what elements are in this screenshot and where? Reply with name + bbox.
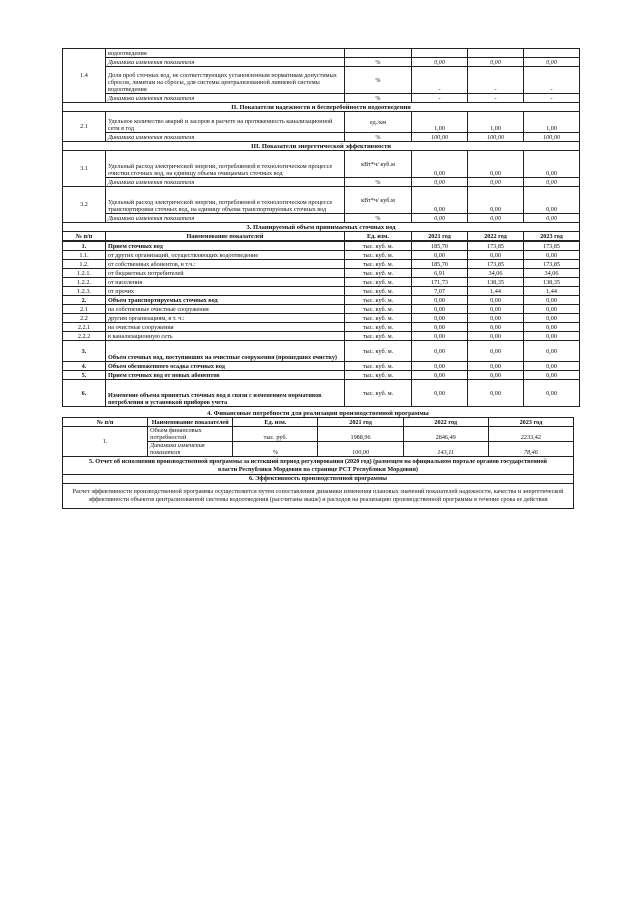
unit-cell: % [345,214,412,223]
indicator-name: на очистные сооружения [106,323,345,332]
value-cell: - [524,94,580,103]
unit-cell: % [345,94,412,103]
unit-cell: % [345,133,412,142]
value-cell: 1,00 [524,112,580,133]
indicator-name: Прием сточных вод [106,242,345,251]
indicator-name: Доля проб сточных вод, не соответствующих установленным нормативам допустимых сбросов, лимитам на сбросы, для системы централизованной ливневой системы водоотведения [106,67,345,94]
row-number: 3.1 [63,151,106,187]
value-cell: 0,00 [524,296,580,305]
value-cell: 0,00 [412,341,468,362]
value-cell: 0,00 [524,380,580,407]
unit-cell: тыс. куб. м. [345,332,412,341]
unit-cell: тыс. куб. м. [345,314,412,323]
value-cell: 0,00 [468,371,524,380]
unit-cell: тыс. куб. м. [345,371,412,380]
value-cell: 185,70 [412,260,468,269]
indicator-dynamics: Динамика изменения показателя [106,214,345,223]
indicator-name: другим организациям, в т. ч.: [106,314,345,323]
unit-cell: тыс. куб. м. [345,251,412,260]
row-number: 6. [63,380,106,407]
value-cell: 34,06 [468,269,524,278]
header-year: 2023 год [488,418,573,427]
table-row [63,269,580,278]
table-row [63,296,580,305]
value-cell: 173,85 [468,242,524,251]
value-cell: 78,46 [488,442,573,457]
value-cell: 0,00 [412,187,468,214]
value-cell: 0,00 [524,371,580,380]
unit-cell: тыс. куб. м. [345,287,412,296]
value-cell: 0,00 [468,380,524,407]
header-year: 2022 год [403,418,488,427]
value-cell: 0,00 [524,332,580,341]
table-row [63,380,580,407]
header-name: Наименование показателей [106,232,345,241]
indicator-dynamics: Динамика изменения показателя [148,442,233,457]
table-header [63,232,580,241]
unit-cell: тыс. куб. м. [345,305,412,314]
unit-cell: % [345,58,412,67]
unit-cell: ед./км [345,112,412,133]
value-cell: - [524,67,580,94]
table-row [63,341,580,362]
value-cell: 143,11 [403,442,488,457]
table-row [63,323,580,332]
indicator-name: от других организаций, осуществляющих водоотведение [106,251,345,260]
header-unit: Ед. изм. [233,418,318,427]
row-number: 2.2.1 [63,323,106,332]
header-num: № п/п [63,418,148,427]
unit-cell: тыс. куб. м. [345,380,412,407]
value-cell: 0,00 [524,214,580,223]
value-cell: 0,00 [412,151,468,178]
header-year: 2023 год [524,232,580,241]
value-cell: 1,44 [468,287,524,296]
indicator-name: от населения [106,278,345,287]
indicator-name: Прием сточных вод от новых абонентов [106,371,345,380]
table-row [63,278,580,287]
row-number: 2.2.2 [63,332,106,341]
indicator-name: в канализационную сеть [106,332,345,341]
value-cell: 7,07 [412,287,468,296]
efficiency-text: Расчет эффективности производственной программы осуществляется путем сопоставления динамики изменения плановых значений показателей надежности, качества и энергетической эффективности объектов централизованной системы водоотведения (рассчитаны выше) и расходов на реализацию производственной программы в течение срока ее действия [63,484,574,509]
value-cell: 171,73 [412,278,468,287]
unit-cell: тыс. куб. м. [345,260,412,269]
indicators-table [62,48,580,241]
value-cell: 0,00 [412,178,468,187]
value-cell: 0,00 [468,251,524,260]
row-number: 5. [63,371,106,380]
value-cell: 1,00 [412,112,468,133]
indicator-name: водоотведения [106,49,345,58]
value-cell: 1,00 [468,112,524,133]
value-cell: 0,00 [468,178,524,187]
indicator-dynamics: Динамика изменения показателя [106,133,345,142]
indicator-name: на собственные очистные сооружения [106,305,345,314]
value-cell: 0,00 [468,332,524,341]
header-year: 2021 год [318,418,403,427]
indicator-dynamics: Динамика изменения показателя [106,178,345,187]
table-row [63,305,580,314]
row-number: 1. [63,242,106,251]
indicator-dynamics: Динамика изменения показателя [106,58,345,67]
row-number: 1.4 [63,49,106,103]
value-cell: 0,00 [412,296,468,305]
value-cell: 1988,96 [318,427,403,442]
report-section-title: 5. Отчет об исполнении производственной программы за истекший период регулирования (2020 год) (размещен на официальном портале органов государственной власти Республики Мордовия на странице РСТ Республики Мордовия) [63,457,574,475]
unit-cell: тыс. куб. м. [345,323,412,332]
value-cell: - [412,67,468,94]
value-cell: - [412,94,468,103]
table-row [63,332,580,341]
unit-cell: тыс. куб. м. [345,296,412,305]
efficiency-section-title: 6. Эффективность производственной программы [63,475,574,484]
unit-cell: тыс. куб. м. [345,341,412,362]
unit-cell: % [345,178,412,187]
value-cell: 100,00 [468,133,524,142]
value-cell: 0,00 [412,323,468,332]
indicator-name: Удельный расход электрической энергии, потребляемой в технологическом процессе транспортировки сточных вод, на единицу объема транспортируемых сточных вод [106,187,345,214]
row-number: 2.1 [63,112,106,142]
value-cell: 0,00 [524,151,580,178]
indicator-name: Изменение объема принятых сточных вод в связи с изменением нормативов потребления и установкой приборов учета [106,380,345,407]
row-number: 3.2 [63,187,106,223]
row-number: 2.2 [63,314,106,323]
volume-table [62,241,580,407]
table-row [63,362,580,371]
unit-cell: тыс. руб. [233,427,318,442]
value-cell: 0,00 [412,305,468,314]
value-cell: 0,00 [468,305,524,314]
value-cell: 100,00 [412,133,468,142]
header-year: 2021 год [412,232,468,241]
unit-cell: % [345,67,412,94]
header-year: 2022 год [468,232,524,241]
row-number: 1.2.2. [63,278,106,287]
unit-cell: тыс. куб. м. [345,362,412,371]
row-number: 2. [63,296,106,305]
value-cell: 2846,49 [403,427,488,442]
indicator-name: Объем транспортируемых сточных вод [106,296,345,305]
row-number: 1.1. [63,251,106,260]
value-cell: 0,00 [524,178,580,187]
section-title: II. Показатели надежности и бесперебойности водоотведения [63,103,580,112]
indicator-name: Объем обезвоженного осадка сточных вод [106,362,345,371]
value-cell: 0,00 [468,362,524,371]
value-cell: 0,00 [412,314,468,323]
value-cell: 6,91 [412,269,468,278]
value-cell: 185,70 [412,242,468,251]
value-cell: 0,00 [524,323,580,332]
section-title: 3. Планируемый объем принимаемых сточных вод [63,223,580,232]
value-cell: 0,00 [468,58,524,67]
value-cell: 0,00 [468,296,524,305]
value-cell: 0,00 [412,58,468,67]
table-row [63,314,580,323]
unit-cell: тыс. куб. м. [345,278,412,287]
table-row [63,251,580,260]
value-cell: 1,44 [524,287,580,296]
value-cell: 0,00 [468,341,524,362]
indicator-name: Объем финансовых потребностей [148,427,233,442]
value-cell: 0,00 [524,187,580,214]
value-cell: 0,00 [524,341,580,362]
table-row [63,260,580,269]
value-cell: 0,00 [468,314,524,323]
value-cell: 0,00 [412,332,468,341]
value-cell: 0,00 [524,251,580,260]
value-cell: 0,00 [412,214,468,223]
indicator-name: от прочих [106,287,345,296]
value-cell: 0,00 [468,214,524,223]
table-row [63,371,580,380]
value-cell: 0,00 [524,305,580,314]
indicator-name: от бюджетных потребителей [106,269,345,278]
unit-cell: тыс. куб. м. [345,269,412,278]
finance-table [62,409,574,509]
unit-cell: тыс. куб. м. [345,242,412,251]
header-name: Наименование показателей [148,418,233,427]
value-cell: 138,35 [468,278,524,287]
table-row [63,242,580,251]
row-number: 3. [63,341,106,362]
indicator-name: Удельное количество аварий и засоров в расчете на протяженность канализационной сети в год [106,112,345,133]
table-header [63,418,574,427]
value-cell: 0,00 [468,323,524,332]
value-cell: 0,00 [524,58,580,67]
value-cell: - [468,94,524,103]
row-number: 1.2. [63,260,106,269]
value-cell: 173,85 [524,242,580,251]
unit-cell: % [233,442,318,457]
value-cell: 0,00 [524,314,580,323]
table-row [63,287,580,296]
value-cell: 0,00 [524,362,580,371]
value-cell: 100,00 [524,133,580,142]
value-cell: 0,00 [468,151,524,178]
header-num: № п/п [63,232,106,241]
row-number: 4. [63,362,106,371]
value-cell: - [468,67,524,94]
value-cell: 138,35 [524,278,580,287]
row-number: 2.1 [63,305,106,314]
value-cell: 173,85 [524,260,580,269]
value-cell: 34,06 [524,269,580,278]
unit-cell: кВт*ч/ куб.м [345,151,412,178]
document-page [62,48,574,509]
indicator-name: Удельный расход электрической энергии, потребляемой в технологическом процессе очистки сточных вод, на единицу объема очищаемых сточных вод [106,151,345,178]
row-number: 1.2.1. [63,269,106,278]
header-unit: Ед. изм. [345,232,412,241]
value-cell: 0,00 [412,251,468,260]
section-title: III. Показатели энергетической эффективности [63,142,580,151]
value-cell: 2233,42 [488,427,573,442]
value-cell: 100,00 [318,442,403,457]
value-cell: 0,00 [412,380,468,407]
indicator-name: от собственных абонентов, в т.ч.: [106,260,345,269]
value-cell: 0,00 [468,187,524,214]
unit-cell: кВт*ч/ куб.м [345,187,412,214]
indicator-name: Объем сточных вод, поступивших на очистные сооружения (прошедших очистку) [106,341,345,362]
table-row [63,427,574,442]
value-cell: 173,85 [468,260,524,269]
row-number: 1.2.3. [63,287,106,296]
value-cell: 0,00 [412,371,468,380]
value-cell: 0,00 [412,362,468,371]
section-title: 4. Финансовые потребности для реализации производственной программы [63,409,574,418]
indicator-dynamics: Динамика изменения показателя [106,94,345,103]
row-number: 1. [63,427,148,457]
